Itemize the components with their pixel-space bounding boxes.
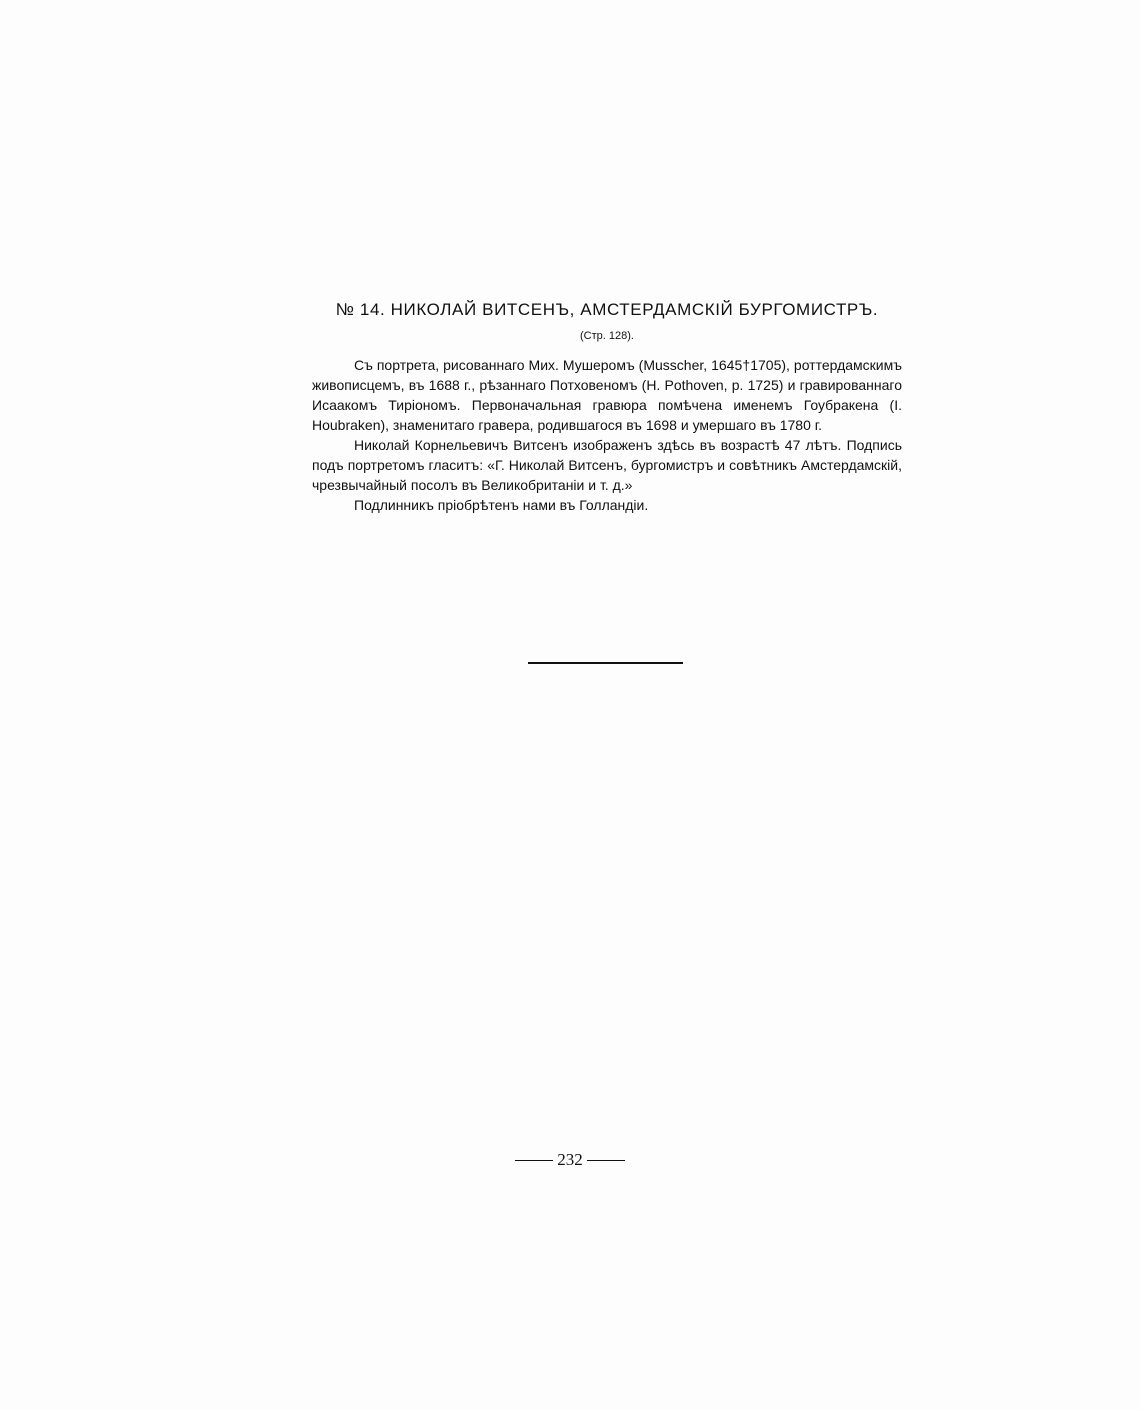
paragraph-source: Съ портрета, рисованнаго Мих. Мушеромъ (Musscher, 1645†1705), роттердамскимъ живописцемъ, въ 1688 г., рѣзаннаго Потховеномъ (H. Pothoven, р. 1725) и гравированнаго Исаакомъ Тиріономъ. Первоначальная гравюра помѣчена именемъ Гоубракена (I. Houbraken), знаменитаго гравера, родившагося въ 1698 и умершаго въ 1780 г. [312, 357, 902, 433]
section-divider [528, 662, 683, 664]
paragraph-inscription: Николай Корнельевичъ Витсенъ изображенъ здѣсь въ возрастѣ 47 лѣтъ. Подпись подъ портретомъ гласитъ: «Г. Николай Витсенъ, бургомистръ и совѣтникъ Амстердамскій, чрезвычайный посолъ въ Великобританіи и т. д.» [312, 437, 902, 493]
page-number [0, 1150, 1140, 1170]
plate-heading: № 14. НИКОЛАЙ ВИТСЕНЪ, АМСТЕРДАМСКІЙ БУРГОМИСТРЪ. [335, 300, 879, 319]
plate-description [312, 300, 902, 515]
folio-dash-right [587, 1160, 625, 1161]
page-reference: (Стр. 128). [580, 330, 634, 342]
folio-dash-left [515, 1160, 553, 1161]
page-number-value: 232 [557, 1150, 583, 1169]
paragraph-provenance: Подлинникъ пріобрѣтенъ нами въ Голландіи. [354, 497, 649, 513]
